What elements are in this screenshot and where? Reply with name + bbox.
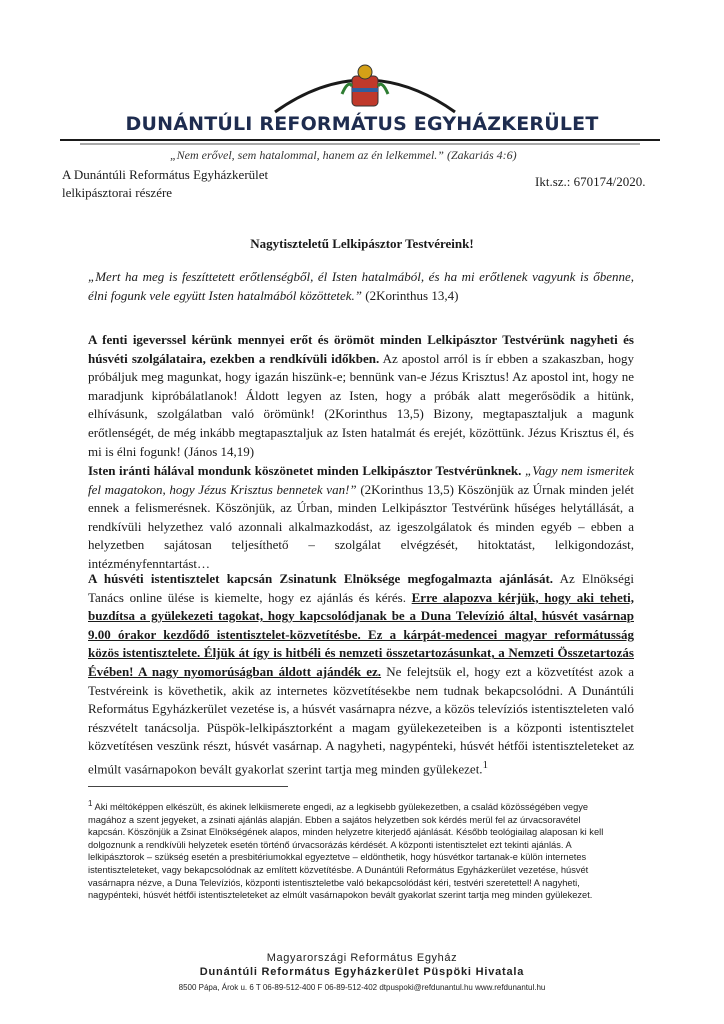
paragraph-3-body-1: Az Elnökségi Tanács online ülése is kiemelte, hogy ez ajánlás és kérés. xyxy=(88,571,635,605)
paragraph-2-lead: Isten iránti hálával mondunk köszönetet minden Lelkipásztor Testvérünknek. xyxy=(88,463,522,478)
footer-office-name: Dunántúli Református Egyházkerület Püspöki Hivatala xyxy=(199,966,525,978)
letterhead-footer xyxy=(0,952,724,992)
paragraph-2 xyxy=(88,462,634,574)
footer-church-name: Magyarországi Református Egyház xyxy=(266,952,458,964)
recipient-line-1: A Dunántúli Református Egyházkerület xyxy=(62,167,269,182)
paragraph-3-underlined: Erre alapozva kérjük, hogy aki teheti, buzdítsa a gyülekezeti tagokat, hogy kapcsolódjanak be a Duna Televízió által, húsvét vasárnap 9.00 órakor kezdődő istentisztelet-közvetítésbe. Ez a kárpát-medencei magyar reformátusság közös istentisztelete. Éljük át így is hitbéli és nemzeti összetartozásunkat, a Nemzeti Összetartozás Évében! A nagy nyomorúságban áldott ajándék ez. xyxy=(88,589,634,679)
paragraph-1-body: Az apostol arról is ír ebben a szakaszban, hogy próbáljuk meg magunkat, hogy igazán hiszünk-e; bennünk van-e Jézus Krisztus! Az apostol int, hogy ne maradjunk kipróbálatlanok! Áldott legyen az Isten, hogy a próbák alatt megerősödik a hitünk, elhívásunk, szolgálatban való örömünk! (2Korinthus 13,5) Bizony, megtapasztaljuk a magunk erőtlenségét, de még inkább megtapasztaljuk az Isten hatalmát és erejét, közöttünk. Jézus Krisztus él, és mi is élni fogunk! (János 14,19) xyxy=(88,350,634,459)
recipient-block xyxy=(62,166,268,202)
quote-reference: (2Korinthus 13,4) xyxy=(362,287,459,303)
paragraph-1-lead: A fenti igeverssel kérünk mennyei erőt és örömöt minden Lelkipásztor Testvérünk nagyheti és húsvéti szolgálataira, ezekben a rendkívüli időkben. xyxy=(88,332,634,366)
footnote-mark: 1 xyxy=(88,799,93,808)
paragraph-3 xyxy=(88,570,634,779)
paragraph-1 xyxy=(88,331,634,461)
footnote-divider xyxy=(88,786,288,787)
church-crest-emblem xyxy=(270,50,460,120)
paragraph-3-lead: A húsvéti istentisztelet kapcsán Zsinatunk Elnöksége megfogalmazta ajánlását. xyxy=(88,571,554,586)
salutation: Nagytiszteletű Lelkipásztor Testvéreink! xyxy=(250,236,474,251)
footnote-reference[interactable]: 1 xyxy=(482,758,488,771)
coat-of-arms xyxy=(342,65,388,106)
paragraph-2-body: (2Korinthus 13,5) Köszönjük az Úrnak minden jelét ennek a felismerésnek. Köszönjük, az Úrban, minden Lelkipásztor Testvérünk hűséges helytállását, a rendkívüli helyzethez való azonnali alkalmazkodást, az igeszolgálatok és minden egyéb – ebben a helyzetben sajátosan teljesíthető – szolgálat elvégzését, hitoktatást, lelkigondozást, intézményfenntartást… xyxy=(88,481,634,571)
recipient-line-2: lelkipásztorai részére xyxy=(62,185,173,200)
footnote xyxy=(88,798,608,902)
footnote-text: Aki méltóképpen elkészült, és akinek lelkiismerete engedi, az a legkisebb gyülekezetben, a család közösségében vegye magához a szent jegyeket, a zsinati ajánlás alapján. Ebben a sajátos helyzetben sok kérdés merül fel az úrvacsoravétel kapcsán. Köszönjük a Zsinat Elnökségének alapos, minden helyzetre kiterjedő ajánlását. Később teológiailag alaposan ki kell dolgoznunk a rendkívüli helyzetek esetén történő úrvacsorázás kérdését. A központi istentisztelet ezt tekinti ajánlás. A lelkipásztorok – szükség esetén a presbitériumokkal egyeztetve – eldönthetik, hogy húsvétkor tartanak-e külön internetes istentiszteleteket, vagy bekapcsolódnak az említett közvetítésbe. A Dunántúli Református Egyházkerület vezetése, húsvét vasárnapra nézve, a Duna Televíziós, központi istentiszteletbe való bekapcsolódást kéri, testvéri szeretettel! A nagyheti, nagypénteki, húsvét hétfői istentiszteleteket az elmúlt vasárnapokon bevált gyakorlat szerint tartja meg minden gyülekezet. xyxy=(88,802,604,901)
paragraph-3-body-2: Ne felejtsük el, hogy ezt a közvetítést azok a Testvéreink is követhetik, akik az internetes közvetítésekbe nem tudnak bekapcsolódni. A Dunántúli Református Egyházkerület vezetése is, a húsvét vasárnapra nézve, a közös televíziós istentiszteleten való részvételt tanácsolja. Püspök-lelkipásztorként a magam gyülekezeteiben is a központi istentisztelet közvetítésen veszünk részt, húsvét vasárnap. A nagyheti, nagypénteki, húsvét hétfői istentiszteleteket az elmúlt vasárnapokon bevált gyakorlat szerint tartja meg minden gyülekezet. xyxy=(88,663,634,777)
header-divider xyxy=(60,132,660,148)
footer-contact: 8500 Pápa, Árok u. 6 T 06-89-512-400 F 06-89-512-402 dtpuspoki@refdunantul.hu www.refdunantul.hu xyxy=(178,983,546,992)
paragraph-2-quote: „Vagy nem ismeritek fel magatokon, hogy Jézus Krisztus bennetek van!” xyxy=(88,463,634,497)
opening-quote xyxy=(88,268,634,305)
motto-quote: „Nem erővel, sem hatalommal, hanem az én lelkemmel.” (Zakariás 4:6) xyxy=(170,148,517,162)
organization-title: DUNÁNTÚLI REFORMÁTUS EGYHÁZKERÜLET xyxy=(125,113,599,135)
reference-number: Ikt.sz.: 670174/2020. xyxy=(535,174,646,189)
quote-text: „Mert ha meg is feszíttetett erőtlenségből, él Isten hatalmából, és ha mi erőtlenek vagyunk is őbenne, élni fogunk vele együtt Isten hatalmából közöttetek.” xyxy=(88,269,634,303)
